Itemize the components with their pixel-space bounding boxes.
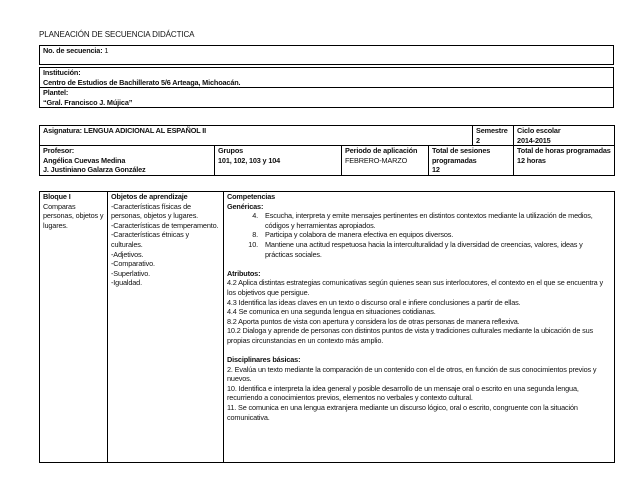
disciplinares-label: Disciplinares básicas: [227, 355, 301, 365]
generica-text: Participa y colabora de manera efectiva en equipos diversos. [265, 230, 454, 240]
generica-item [227, 240, 611, 259]
semestre-value: 2 [476, 135, 480, 145]
periodo-label: Periodo de aplicación [345, 146, 418, 156]
generica-item [227, 230, 611, 240]
grupos-cell [215, 146, 342, 176]
secuencia-label: No. de secuencia: [43, 46, 103, 55]
profesor-name-2: J. Justiniano Galarza González [43, 165, 146, 175]
plantel-value: “Gral. Francisco J. Mújica” [43, 97, 133, 107]
bloque-label: Bloque I [43, 192, 71, 201]
profesor-name-1: Angélica Cuevas Medina [43, 155, 126, 165]
competencias-label: Competencias [227, 192, 276, 201]
atributo-item: 4.4 Se comunica en una segunda lengua en situaciones cotidianas. [227, 307, 436, 317]
ciclo-cell [514, 126, 615, 146]
disciplinar-item: 2. Evalúa un texto mediante la comparación de un contenido con el de otros, en función de sus conocimientos previos y nuevos. [227, 364, 597, 384]
profesor-cell [40, 146, 215, 176]
generica-text: Mantiene una actitud respetuosa hacia la interculturalidad y la diversidad de creencias, valores, ideas y prácticas sociales. [265, 239, 583, 259]
profesor-label: Profesor: [43, 146, 75, 156]
sesiones-cell [429, 146, 514, 176]
semestre-label: Semestre [476, 126, 508, 135]
institucion-value: Centro de Estudios de Bachillerato 5/6 Arteaga, Michoacán. [43, 77, 241, 87]
generica-text: Escucha, interpreta y emite mensajes pertinentes en distintos contextos mediante la utilización de medios, códigos y herramientas apropiados. [265, 211, 593, 230]
horas-label: Total de horas programadas [517, 146, 611, 156]
competencias-cell [224, 192, 615, 463]
periodo-value: FEBRERO-MARZO [345, 155, 408, 165]
asignatura-label: Asignatura: LENGUA ADICIONAL AL ESPAÑOL II [43, 126, 207, 135]
horas-cell [514, 146, 615, 176]
atributo-item: 10.2 Dialoga y aprende de personas con distintos puntos de vista y tradiciones culturales mediante la ubicación de sus propias circunstancias en un contexto más amplio. [227, 326, 594, 345]
objeto-item: -Características étnicas y culturales. [111, 230, 190, 249]
grupos-value: 101, 102, 103 y 104 [218, 155, 281, 165]
secuencia-cell [40, 46, 614, 65]
semestre-cell [473, 126, 514, 146]
objeto-item: -Comparativo. [111, 259, 155, 269]
institucion-cell [40, 68, 614, 88]
generica-item [227, 211, 611, 230]
institucion-label: Institución: [43, 68, 81, 77]
objeto-item: -Características físicas de personas, objetos y lugares. [111, 201, 199, 221]
atributos-label: Atributos: [227, 268, 261, 278]
ciclo-label: Ciclo escolar [517, 126, 561, 135]
atributo-item: 8.2 Aporta puntos de vista con apertura y considera los de otras personas de manera reflexiva. [227, 316, 520, 326]
institucion-table [39, 67, 614, 108]
document-title: PLANEACIÓN DE SECUENCIA DIDÁCTICA [39, 30, 195, 39]
periodo-cell [342, 146, 429, 176]
disciplinar-item: 10. Identifica e interpreta la idea general y posible desarrollo de un mensaje oral o escrito en una segunda lengua, recurriendo a conocimientos previos, elementos no verbales y contexto cultural. [227, 383, 579, 403]
asignatura-cell [40, 126, 473, 146]
bloque-cell [40, 192, 108, 463]
horas-value: 12 horas [517, 155, 546, 165]
generica-num: 8. [252, 230, 258, 240]
genericas-label: Genéricas: [227, 201, 264, 211]
objeto-item: -Adjetivos. [111, 249, 144, 259]
generica-num: 10. [248, 239, 258, 249]
objeto-item: -Superlativo. [111, 268, 151, 278]
secuencia-table [39, 45, 614, 65]
sesiones-value: 12 [432, 165, 440, 175]
contenido-table [39, 191, 615, 463]
sesiones-label: Total de sesiones programadas [432, 146, 491, 165]
plantel-cell [40, 88, 614, 108]
objeto-item: -Características de temperamento. [111, 220, 219, 230]
generica-num: 4. [252, 211, 258, 221]
objetos-cell [108, 192, 224, 463]
grupos-label: Grupos [218, 146, 244, 156]
ciclo-value: 2014-2015 [517, 135, 551, 145]
plantel-label: Plantel: [43, 88, 69, 98]
objeto-item: -Igualdad. [111, 278, 142, 288]
objetos-label: Objetos de aprendizaje [111, 192, 188, 201]
bloque-value: Comparas personas, objetos y lugares. [43, 201, 104, 230]
atributo-item: 4.2 Aplica distintas estrategias comunicativas según quienes sean sus interlocutores, el contexto en el que se encuentra y los objetivos que persigue. [227, 278, 603, 297]
disciplinar-item: 11. Se comunica en una lengua extranjera mediante un discurso lógico, oral o escrito, congruente con la situación comunicativa. [227, 403, 578, 422]
atributo-item: 4.3 Identifica las ideas claves en un texto o discurso oral e infiere conclusiones a partir de ellas. [227, 297, 521, 307]
asignatura-table [39, 125, 615, 176]
secuencia-value: 1 [104, 46, 109, 55]
